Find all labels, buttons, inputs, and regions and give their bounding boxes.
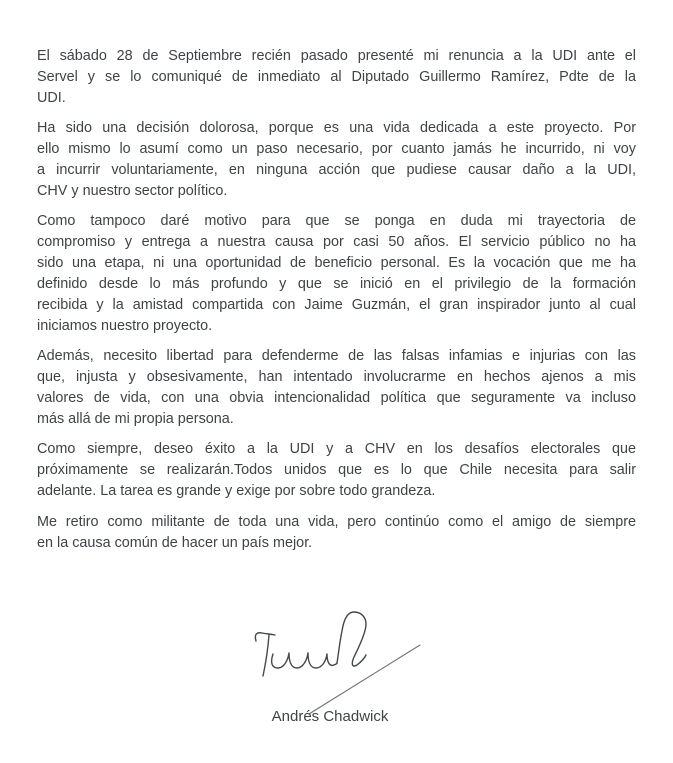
text-line: en la causa común de hacer un país mejor. [37, 534, 313, 551]
text-line: ello mismo lo asumí como un paso necesario, por cuanto jamás he incurrido, ni voy [37, 141, 636, 158]
handwritten-signature-icon [238, 598, 438, 718]
paragraph [37, 439, 636, 502]
text-line: Servel y se lo comuniqué de inmediato al Diputado Guillermo Ramírez, Pdte de la [37, 68, 636, 85]
paragraph [37, 46, 636, 109]
text-line: próximamente se realizarán.Todos unidos que es lo que Chile necesita para salir [37, 462, 636, 479]
text-line: adelante. La tarea es grande y exige por sobre todo grandeza. [37, 483, 436, 500]
text-line: compromiso y entrega a nuestra causa por casi 50 años. El servicio público no ha [37, 234, 636, 251]
text-line: más allá de mi propia persona. [37, 411, 234, 427]
text-line: El sábado 28 de Septiembre recién pasado presenté mi renuncia a la UDI ante el [37, 48, 636, 64]
paragraph [37, 118, 636, 202]
paragraph [37, 512, 636, 554]
text-line: que, injusta y obsesivamente, han intentado involucrarme en hechos ajenos a mis [37, 369, 636, 386]
text-line: Como siempre, deseo éxito a la UDI y a CHV en los desafíos electorales que [37, 441, 636, 458]
letter-body [37, 46, 636, 563]
text-line: Como tampoco daré motivo para que se ponga en duda mi trayectoria de [37, 213, 636, 230]
text-line: Ha sido una decisión dolorosa, porque es una vida dedicada a este proyecto. Por [37, 120, 636, 137]
text-line: iniciamos nuestro proyecto. [37, 317, 213, 334]
text-line: Me retiro como militante de toda una vida, pero continúo como el amigo de siempre [37, 513, 636, 530]
text-line: definido desde lo más profundo y que se inició en el privilegio de la formación [37, 276, 636, 293]
text-line: CHV y nuestro sector político. [37, 182, 228, 199]
paragraph [37, 211, 636, 336]
text-line: a incurrir voluntariamente, en ninguna acción que pudiese causar daño a la UDI, [37, 162, 636, 179]
text-line: sido una etapa, ni una oportunidad de beneficio personal. Es la vocación que me ha [37, 255, 636, 272]
text-line: UDI. [37, 89, 66, 106]
text-line: Además, necesito libertad para defenderme de las falsas infamias e injurias con las [37, 348, 636, 365]
text-line: valores de vida, con una obvia intencionalidad política que seguramente va incluso [37, 390, 636, 407]
text-line: recibida y la amistad compartida con Jaime Guzmán, el gran inspirador junto al cual [37, 296, 636, 313]
paragraph [37, 346, 636, 430]
signatory-name: Andrés Chadwick [271, 708, 389, 725]
